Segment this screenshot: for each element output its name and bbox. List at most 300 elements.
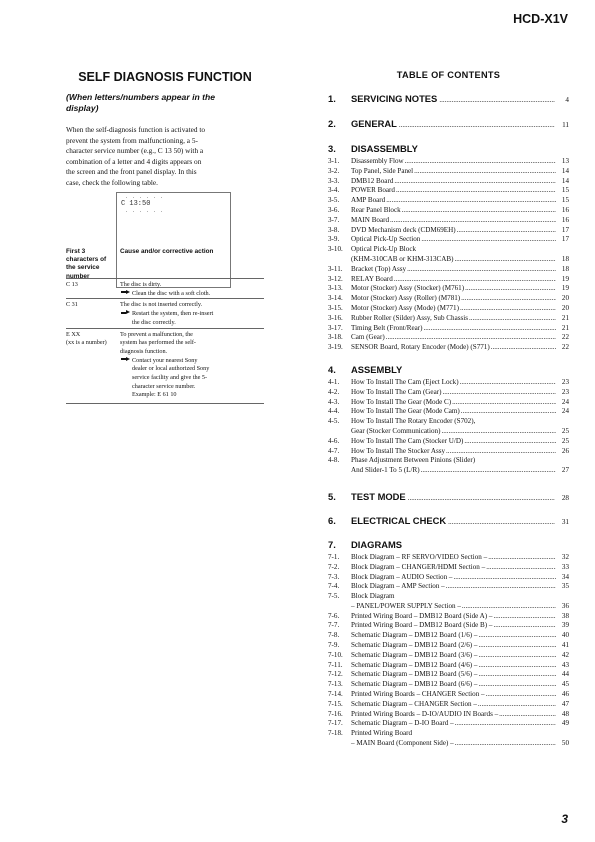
item-title: DMB12 Board — [351, 176, 394, 185]
dot-leader — [394, 275, 556, 285]
dot-leader — [386, 196, 556, 206]
dot-leader — [478, 631, 556, 641]
item-page: 40 — [561, 631, 569, 640]
dot-leader — [396, 186, 556, 196]
body-line: case, check the following table. — [66, 177, 158, 187]
dot-leader — [460, 378, 556, 388]
item-title: How To Install The Rotary Encoder (S702), — [351, 417, 476, 426]
section-title: DISASSEMBLY — [351, 143, 418, 154]
dot-leader — [457, 226, 556, 236]
service-code-note: (xx is a number) — [66, 339, 107, 347]
action-line — [120, 374, 264, 383]
item-title: How To Install The Stocker Assy — [351, 446, 446, 455]
toc-item — [328, 333, 569, 343]
item-number: 3-4. — [328, 186, 340, 195]
item-title: Motor (Stocker) Assy (Stocker) (M761) — [351, 284, 465, 293]
item-page: 22 — [561, 333, 569, 342]
toc-item — [328, 378, 569, 388]
dot-leader — [414, 167, 556, 177]
action-text: Clean the disc with a soft cloth. — [132, 289, 211, 297]
cause-line: diagnosis function. — [120, 347, 168, 355]
header-line: First 3 — [66, 248, 86, 255]
toc-item — [328, 177, 569, 187]
service-code — [66, 301, 118, 310]
item-number: 7-5. — [328, 592, 340, 601]
section-page: 4 — [565, 96, 569, 104]
item-page: 17 — [561, 235, 569, 244]
column-header-code — [66, 248, 116, 281]
item-number: 7-11. — [328, 660, 343, 669]
service-code-value: C 31 — [66, 301, 78, 309]
header-line: the service — [66, 264, 100, 272]
self-diagnosis-section — [66, 70, 260, 399]
section-page: 28 — [561, 493, 569, 502]
item-page: 27 — [561, 466, 569, 475]
dot-leader — [493, 621, 556, 631]
dot-leader — [499, 710, 556, 720]
action-line — [120, 383, 264, 392]
item-title: Top Panel, Side Panel — [351, 166, 414, 175]
section-number: 1. — [328, 93, 336, 104]
toc-item — [328, 592, 569, 602]
item-title: Motor (Stocker) Assy (Mode) (M771) — [351, 303, 459, 312]
item-title: Rubber Roller (Silder) Assy, Sub Chassis — [351, 313, 468, 322]
item-page: 48 — [561, 709, 569, 718]
dot-leader — [441, 427, 556, 437]
item-title: POWER Board — [351, 186, 395, 195]
toc-item — [328, 573, 569, 583]
dot-leader — [446, 582, 556, 592]
dot-leader — [478, 700, 556, 710]
item-number: 7-6. — [328, 611, 340, 620]
item-page: 24 — [561, 397, 569, 406]
table-of-contents — [328, 70, 569, 749]
item-number: 4-5. — [328, 417, 340, 426]
action-line — [120, 290, 264, 299]
item-title: Printed Wiring Board – DMB12 Board (Side A) – — [351, 611, 493, 620]
item-title: Rear Panel Block — [351, 205, 401, 214]
section-title: GENERAL — [351, 118, 397, 129]
item-page: 18 — [561, 254, 569, 263]
item-title: Block Diagram – RF SERVO/VIDEO Section – — [351, 552, 488, 561]
display-segment-dots: · · · · · · — [125, 195, 164, 201]
dot-leader — [399, 121, 555, 129]
table-row — [66, 278, 264, 298]
item-page: 44 — [561, 670, 569, 679]
item-number: 3-5. — [328, 196, 340, 205]
item-page: 23 — [561, 377, 569, 386]
item-number: 7-10. — [328, 650, 343, 659]
item-page: 32 — [561, 552, 569, 561]
dot-leader — [386, 333, 556, 343]
action-line — [120, 391, 264, 400]
item-title: (KHM-310CAB or KHM-313CAB) — [351, 254, 454, 263]
table-body — [66, 278, 264, 400]
display-example-readout: C 13:50 — [121, 200, 151, 208]
page-number: 3 — [561, 812, 568, 826]
dot-leader — [478, 670, 556, 680]
item-page: 35 — [561, 582, 569, 591]
item-page: 14 — [561, 176, 569, 185]
dot-leader — [488, 553, 556, 563]
item-page: 16 — [561, 215, 569, 224]
item-title: Schematic Diagram – CHANGER Section – — [351, 699, 477, 708]
toc-item — [328, 563, 569, 573]
action-text: Contact your nearest Sony — [132, 356, 198, 364]
item-number: 3-10. — [328, 245, 343, 254]
item-page: 25 — [561, 436, 569, 445]
item-number: 3-1. — [328, 157, 340, 165]
item-title: Block Diagram — [351, 592, 395, 601]
item-title: Printed Wiring Board – DMB12 Board (Side B) – — [351, 621, 493, 630]
arrow-right-icon — [121, 290, 130, 295]
item-number: 7-4. — [328, 582, 340, 591]
section-number: 2. — [328, 118, 336, 129]
toc-item — [328, 417, 569, 427]
item-number: 3-11. — [328, 264, 343, 273]
item-number: 7-8. — [328, 631, 340, 640]
arrow-right-icon — [121, 310, 130, 315]
item-number: 3-3. — [328, 176, 340, 185]
cause-action — [120, 331, 264, 401]
dot-leader — [461, 294, 556, 304]
toc-item — [328, 456, 569, 466]
item-number: 4-8. — [328, 456, 340, 465]
item-title: – PANEL/POWER SUPPLY Section – — [351, 601, 461, 610]
item-number: 3-7. — [328, 215, 340, 224]
toc-item — [328, 245, 569, 255]
body-line: When the self-diagnosis function is activated to — [66, 125, 206, 134]
column-header-cause: Cause and/or corrective action — [120, 248, 214, 255]
toc-item — [328, 304, 569, 314]
item-number: 3-18. — [328, 333, 343, 342]
cause-line: The disc is not inserted correctly. — [120, 301, 203, 309]
body-line: prevent the system from malfunctioning, a 5- — [66, 135, 198, 145]
dot-leader — [423, 324, 556, 334]
item-page: 47 — [561, 699, 569, 708]
item-page: 45 — [561, 680, 569, 689]
toc-item — [328, 553, 569, 563]
toc-item — [328, 466, 569, 476]
toc-item — [328, 670, 569, 680]
item-title: Block Diagram – AUDIO Section – — [351, 572, 453, 581]
item-title: DVD Mechanism deck (CDM69EH) — [351, 225, 456, 234]
section-title: DIAGRAMS — [351, 538, 403, 550]
toc-item — [328, 226, 569, 236]
toc-item — [328, 661, 569, 671]
item-title: Schematic Diagram – DMB12 Board (4/6) – — [351, 660, 478, 669]
item-page: 19 — [561, 284, 569, 293]
item-page: 49 — [561, 719, 569, 728]
toc-section-heading — [328, 515, 569, 526]
item-number: 4-3. — [328, 397, 340, 406]
item-page: 34 — [561, 572, 569, 581]
action-text: service facility and give the 5- — [132, 374, 208, 382]
action-line — [120, 357, 264, 366]
dot-leader — [461, 407, 556, 417]
service-code — [66, 281, 118, 290]
toc-item — [328, 710, 569, 720]
service-code-table — [66, 248, 264, 404]
toc-item — [328, 407, 569, 417]
dot-leader — [455, 739, 556, 749]
item-title: How To Install The Cam (Stocker U/D) — [351, 436, 464, 445]
dot-leader — [491, 343, 556, 353]
dot-leader — [454, 255, 556, 265]
dot-leader — [465, 284, 556, 294]
cause-line: The disc is dirty. — [120, 281, 162, 288]
toc-item — [328, 388, 569, 398]
item-title: How To Install The Gear (Mode C) — [351, 397, 452, 406]
toc-section-heading — [328, 364, 569, 375]
toc-item — [328, 157, 569, 167]
toc-item — [328, 255, 569, 265]
toc-item — [328, 216, 569, 226]
toc-item — [328, 700, 569, 710]
item-title: Block Diagram – AMP Section – — [351, 582, 445, 591]
item-page: 15 — [561, 186, 569, 195]
body-line: character service number (e.g., C 13 50) with a — [66, 146, 204, 156]
dot-leader — [493, 612, 556, 622]
item-number: 7-9. — [328, 641, 340, 650]
toc-item — [328, 447, 569, 457]
item-number: 4-2. — [328, 387, 340, 396]
item-number: 3-12. — [328, 274, 343, 283]
body-line: combination of a letter and 4 digits appears on — [66, 156, 202, 166]
item-title: Optical Pick-Up Block — [351, 245, 417, 254]
toc-item — [328, 324, 569, 334]
dot-leader — [469, 314, 556, 324]
item-number: 3-16. — [328, 313, 343, 322]
toc-item — [328, 612, 569, 622]
item-title: RELAY Board — [351, 274, 393, 283]
toc-item — [328, 206, 569, 216]
toc-item — [328, 690, 569, 700]
action-text: Restart the system, then re-insert — [132, 310, 214, 318]
item-title: How To Install The Cam (Gear) — [351, 387, 442, 396]
toc-item — [328, 641, 569, 651]
action-line — [120, 319, 264, 328]
item-page: 24 — [561, 407, 569, 416]
dot-leader — [462, 602, 556, 612]
item-number: 7-17. — [328, 719, 343, 728]
action-line — [120, 310, 264, 319]
item-number: 3-6. — [328, 205, 340, 214]
section-title: SERVICING NOTES — [351, 93, 438, 104]
item-title: Phase Adjustment Between Pinions (Slider) — [351, 456, 476, 465]
item-page: 25 — [561, 426, 569, 435]
item-page: 22 — [561, 343, 569, 352]
item-title: – MAIN Board (Component Side) – — [351, 739, 454, 748]
toc-section-heading — [328, 491, 569, 502]
item-title: And Slider-1 To 5 (L/R) — [351, 466, 420, 475]
dot-leader — [408, 494, 555, 502]
item-title: Schematic Diagram – DMB12 Board (1/6) – — [351, 631, 478, 640]
item-page: 18 — [561, 264, 569, 273]
item-page: 20 — [561, 303, 569, 312]
toc-item — [328, 294, 569, 304]
dot-leader — [421, 466, 556, 476]
item-page: 20 — [561, 294, 569, 303]
dot-leader — [453, 573, 556, 583]
item-title: MAIN Board — [351, 215, 390, 224]
item-number: 4-6. — [328, 436, 340, 445]
cause-line: To prevent a malfunction, the — [120, 330, 193, 338]
item-number: 3-8. — [328, 225, 340, 234]
toc-item — [328, 235, 569, 245]
item-title: Schematic Diagram – DMB12 Board (5/6) – — [351, 670, 478, 679]
item-number: 4-4. — [328, 407, 340, 416]
item-number: 7-3. — [328, 572, 340, 581]
toc-item — [328, 437, 569, 447]
item-page: 36 — [561, 601, 569, 610]
dot-leader — [478, 680, 556, 690]
dot-leader — [405, 157, 556, 167]
toc-section-heading — [328, 118, 569, 129]
action-text: character service number. — [132, 382, 196, 390]
toc-item — [328, 602, 569, 612]
dot-leader — [407, 265, 556, 275]
dot-leader — [442, 388, 556, 398]
item-page: 14 — [561, 166, 569, 175]
item-page: 16 — [561, 205, 569, 214]
item-number: 7-1. — [328, 552, 340, 561]
cause-line: system has performed the self- — [120, 339, 196, 347]
item-page: 41 — [561, 641, 569, 650]
toc-item — [328, 631, 569, 641]
section-number: 6. — [328, 514, 336, 526]
item-number: 7-7. — [328, 621, 340, 630]
item-page: 13 — [561, 157, 569, 165]
dot-leader — [478, 661, 556, 671]
item-title: AMP Board — [351, 196, 386, 205]
item-number: 3-9. — [328, 235, 340, 244]
model-number: HCD-X1V — [513, 12, 568, 26]
toc-section-heading — [328, 93, 569, 104]
item-page: 26 — [561, 446, 569, 455]
table-row — [66, 328, 264, 401]
dot-leader — [439, 96, 555, 104]
item-page: 43 — [561, 660, 569, 669]
header-line: number — [66, 272, 90, 280]
item-title: Gear (Stocker Communication) — [351, 426, 441, 435]
toc-section-heading — [328, 539, 569, 550]
item-page: 42 — [561, 650, 569, 659]
item-number: 3-13. — [328, 284, 343, 293]
subtitle-line: (When letters/numbers appear in the — [66, 92, 215, 102]
table-row — [66, 298, 264, 327]
toc-title: TABLE OF CONTENTS — [396, 70, 501, 80]
self-diagnosis-title: SELF DIAGNOSIS FUNCTION — [78, 70, 252, 84]
section-number: 3. — [328, 143, 336, 154]
toc-body — [328, 93, 569, 749]
item-page: 19 — [561, 274, 569, 283]
self-diagnosis-body — [66, 125, 260, 189]
item-title: How To Install The Cam (Eject Lock) — [351, 377, 459, 386]
toc-item — [328, 284, 569, 294]
toc-item — [328, 719, 569, 729]
section-title: ELECTRICAL CHECK — [351, 514, 447, 526]
item-title: Optical Pick-Up Section — [351, 235, 421, 244]
item-title: Cam (Gear) — [351, 333, 385, 342]
section-number: 5. — [328, 490, 336, 502]
dot-leader — [390, 216, 556, 226]
header-line: characters of — [66, 256, 107, 264]
toc-item — [328, 427, 569, 437]
section-number: 4. — [328, 363, 336, 375]
item-title: Printed Wiring Board — [351, 729, 413, 738]
toc-item — [328, 621, 569, 631]
item-number: 7-18. — [328, 729, 343, 738]
action-text: Example: E 61 10 — [132, 391, 177, 399]
item-title: Block Diagram – CHANGER/HDMI Section – — [351, 562, 486, 571]
item-title: How To Install The Gear (Mode Cam) — [351, 407, 460, 416]
item-page: 21 — [561, 313, 569, 322]
service-code-value: C 13 — [66, 281, 78, 288]
action-text: the disc correctly. — [132, 318, 176, 326]
item-title: Schematic Diagram – DMB12 Board (3/6) – — [351, 650, 478, 659]
item-page: 38 — [561, 611, 569, 620]
item-number: 3-19. — [328, 343, 343, 352]
section-page: 31 — [561, 517, 569, 526]
dot-leader — [402, 206, 556, 216]
item-title: Printed Wiring Boards – CHANGER Section – — [351, 690, 485, 699]
item-number: 7-13. — [328, 680, 343, 689]
section-number: 7. — [328, 538, 336, 550]
service-code — [66, 331, 118, 348]
item-number: 3-14. — [328, 294, 343, 303]
toc-item — [328, 739, 569, 749]
item-title: Disassembly Flow — [351, 157, 404, 165]
item-number: 3-2. — [328, 166, 340, 175]
item-title: Printed Wiring Boards – D-IO/AUDIO IN Boards – — [351, 709, 499, 718]
item-page: 39 — [561, 621, 569, 630]
item-page: 15 — [561, 196, 569, 205]
toc-item — [328, 186, 569, 196]
toc-item — [328, 343, 569, 353]
item-title: Bracket (Top) Assy — [351, 264, 407, 273]
item-number: 7-14. — [328, 690, 343, 699]
display-segment-dots: · · · · · · — [125, 209, 164, 215]
toc-item — [328, 398, 569, 408]
item-number: 7-2. — [328, 562, 340, 571]
item-number: 4-7. — [328, 446, 340, 455]
toc-item — [328, 275, 569, 285]
item-title: Schematic Diagram – DMB12 Board (2/6) – — [351, 641, 478, 650]
item-page: 17 — [561, 225, 569, 234]
section-title: ASSEMBLY — [351, 363, 403, 375]
item-title: Timing Belt (Front/Rear) — [351, 323, 423, 332]
cause-action — [120, 301, 264, 327]
item-title: Schematic Diagram – D-IO Board – — [351, 719, 454, 728]
section-page: 11 — [562, 121, 569, 129]
toc-item — [328, 265, 569, 275]
item-number: 7-16. — [328, 709, 343, 718]
table-header — [66, 248, 264, 278]
dot-leader — [478, 641, 556, 651]
item-page: 46 — [561, 690, 569, 699]
action-text: dealer or local authorized Sony — [132, 365, 210, 373]
arrow-right-icon — [121, 357, 130, 362]
toc-item — [328, 680, 569, 690]
item-title: Schematic Diagram – DMB12 Board (6/6) – — [351, 680, 478, 689]
dot-leader — [446, 447, 556, 457]
table-bottom-rule — [66, 403, 264, 404]
dot-leader — [448, 518, 555, 526]
dot-leader — [464, 437, 556, 447]
toc-section-heading — [328, 143, 569, 154]
dot-leader — [460, 304, 556, 314]
